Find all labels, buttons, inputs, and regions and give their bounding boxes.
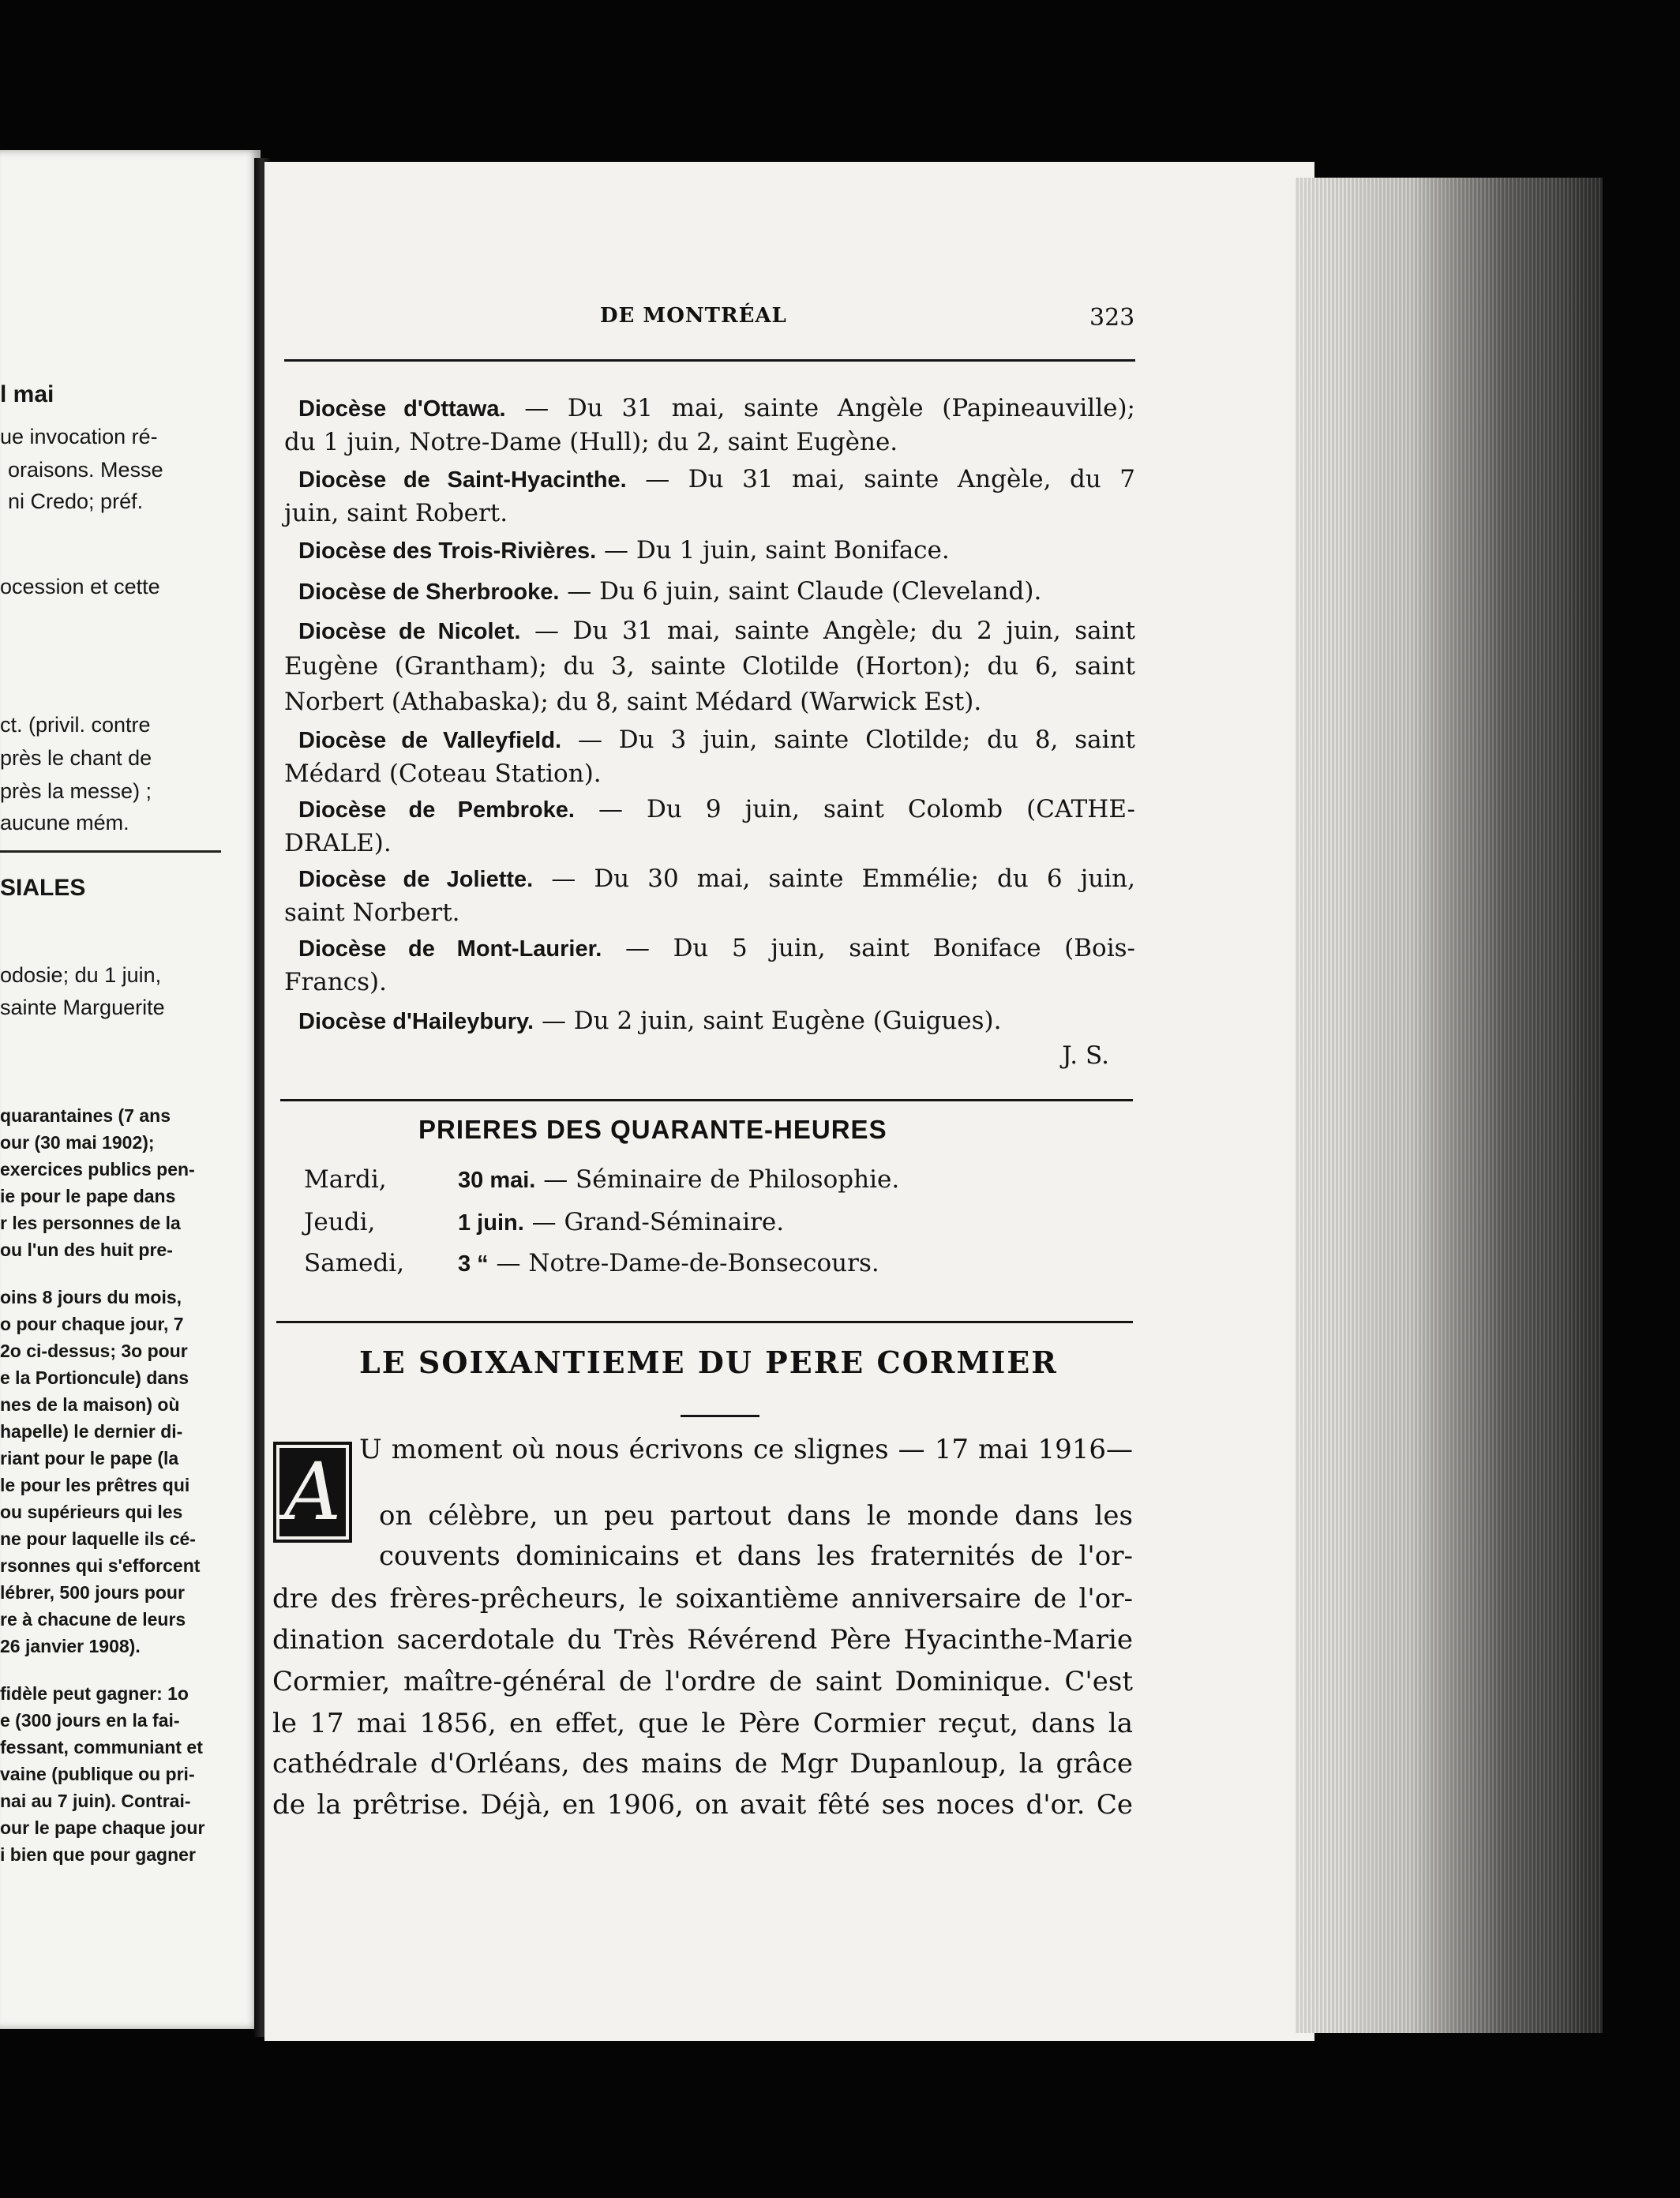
diocese-entry [298, 796, 1135, 823]
left-line: o pour chaque jour, 7 [0, 1314, 184, 1334]
diocese-cont: juin, saint Robert. [284, 499, 508, 527]
diocese-cont: Eugène (Grantham); du 3, sainte Clotilde (Horton); du 6, saint [284, 652, 1135, 681]
left-line: nes de la maison) où [0, 1394, 180, 1415]
diocese-name: Diocèse de Saint-Hyacinthe. [298, 467, 627, 493]
left-line: aucune mém. [0, 811, 129, 835]
diocese-name: Diocèse de Nicolet. [298, 619, 521, 644]
left-line: SIALES [0, 875, 86, 901]
left-line: vaine (publique ou pri- [0, 1764, 195, 1784]
qh-date-place [458, 1208, 784, 1236]
left-line: 2o ci-dessus; 3o pour [0, 1341, 188, 1361]
left-line: ou supérieurs qui les [0, 1502, 183, 1522]
left-line: our le pape chaque jour [0, 1817, 205, 1838]
diocese-cont: saint Norbert. [284, 898, 460, 927]
diocese-name: Diocèse d'Haileybury. [298, 1009, 534, 1034]
title-underline [681, 1415, 759, 1417]
diocese-cont: Médard (Coteau Station). [284, 760, 602, 788]
left-line: ue invocation ré- [0, 425, 158, 448]
diocese-entry [298, 466, 1135, 493]
qh-date: 3 “ [458, 1251, 489, 1277]
left-line: ni Credo; préf. [8, 489, 144, 513]
left-page [0, 150, 261, 2029]
article-line: on célèbre, un peu partout dans le monde dans les [379, 1500, 1133, 1532]
diocese-text: — Du 1 juin, saint Boniface. [596, 536, 950, 565]
left-line: nai au 7 juin). Contrai- [0, 1791, 191, 1811]
left-line: 26 janvier 1908). [0, 1636, 141, 1656]
article-line: de la prêtrise. Déjà, en 1906, on avait fêté ses noces d'or. Ce [272, 1789, 1133, 1821]
left-line: fessant, communiant et [0, 1737, 203, 1757]
diocese-entry [298, 865, 1135, 893]
left-line: ct. (privil. contre [0, 713, 151, 737]
diocese-name: Diocèse de Joliette. [298, 867, 534, 892]
diocese-entry [298, 537, 1135, 565]
article-title: LE SOIXANTIEME DU PERE CORMIER [359, 1345, 1058, 1380]
diocese-text: — Du 31 mai, sainte Angèle; du 2 juin, saint [520, 617, 1135, 645]
diocese-text: — Du 2 juin, saint Eugène (Guigues). [534, 1007, 1002, 1035]
diocese-text: — Du 30 mai, sainte Emmélie; du 6 juin, [533, 865, 1135, 893]
article-line: Cormier, maître-général de l'ordre de saint Dominique. C'est [272, 1666, 1133, 1697]
qh-date-place [458, 1165, 899, 1194]
left-line: quarantaines (7 ans [0, 1105, 171, 1126]
left-line: ne pour laquelle ils cé- [0, 1528, 196, 1549]
article-line: U moment où nous écrivons ce slignes — 17 mai 1916— [359, 1434, 1133, 1465]
left-rule [0, 850, 221, 853]
diocese-name: Diocèse des Trois-Rivières. [298, 538, 597, 564]
left-line: e la Portioncule) dans [0, 1367, 189, 1388]
running-header: DE MONTRÉAL [600, 304, 787, 328]
diocese-name: Diocèse de Pembroke. [298, 797, 575, 823]
article-line: le 17 mai 1856, en effet, que le Père Cormier reçut, dans la [272, 1708, 1133, 1739]
diocese-name: Diocèse de Valleyfield. [298, 728, 562, 753]
diocese-text: — Du 3 juin, sainte Clotilde; du 8, saint [561, 726, 1135, 754]
page-number: 323 [1089, 304, 1135, 332]
left-line: le pour les prêtres qui [0, 1475, 190, 1495]
diocese-cont: Norbert (Athabaska); du 8, saint Médard (Warwick Est). [284, 688, 982, 716]
left-line: hapelle) le dernier di- [0, 1421, 183, 1442]
diocese-text: — Du 6 juin, saint Claude (Cleveland). [559, 577, 1042, 606]
quarante-heures-title: PRIERES DES QUARANTE-HEURES [418, 1115, 887, 1144]
diocese-entry [298, 617, 1135, 645]
left-line: près la messe) ; [0, 779, 152, 803]
qh-place: — Séminaire de Philosophie. [535, 1165, 900, 1194]
left-line: rsonnes qui s'efforcent [0, 1555, 201, 1576]
left-line: fidèle peut gagner: 1o [0, 1683, 189, 1704]
diocese-entry [298, 578, 1135, 606]
left-line: riant pour le pape (la [0, 1448, 179, 1468]
diocese-name: Diocèse d'Ottawa. [298, 396, 506, 422]
qh-place: — Notre-Dame-de-Bonsecours. [488, 1249, 879, 1277]
signature: J. S. [1062, 1041, 1109, 1070]
diocese-text: — Du 5 juin, saint Boniface (Bois- [602, 934, 1135, 962]
diocese-entry [298, 395, 1135, 422]
diocese-name: Diocèse de Mont-Laurier. [298, 936, 602, 962]
page-edges [1295, 178, 1603, 2033]
diocese-text: — Du 9 juin, saint Colomb (CATHE- [574, 795, 1135, 823]
left-line: près le chant de [0, 746, 152, 770]
article-line: cathédrale d'Orléans, des mains de Mgr Dupanloup, la grâce [272, 1748, 1133, 1780]
qh-day: Samedi, [304, 1249, 405, 1277]
qh-day: Mardi, [304, 1165, 387, 1194]
qh-day: Jeudi, [304, 1208, 376, 1236]
diocese-text: — Du 31 mai, sainte Angèle, du 7 [626, 465, 1135, 493]
left-line: e (300 jours en la fai- [0, 1710, 180, 1731]
left-line: odosie; du 1 juin, [0, 963, 162, 987]
diocese-name: Diocèse de Sherbrooke. [298, 580, 560, 605]
left-line: oraisons. Messe [8, 458, 163, 482]
left-line: exercices publics pen- [0, 1159, 195, 1180]
left-line: r les personnes de la [0, 1213, 181, 1233]
article-line: couvents dominicains et dans les fraternités de l'or- [379, 1540, 1133, 1572]
article-line: dre des frères-prêcheurs, le soixantième anniversaire de l'or- [272, 1583, 1133, 1615]
left-line: lébrer, 500 jours pour [0, 1582, 185, 1603]
left-line: i bien que pour gagner [0, 1844, 196, 1865]
qh-date-place [458, 1249, 879, 1277]
left-line: ou l'un des huit pre- [0, 1240, 173, 1260]
left-line: our (30 mai 1902); [0, 1132, 155, 1153]
left-line: re à chacune de leurs [0, 1609, 186, 1630]
diocese-entry [298, 1007, 1135, 1035]
left-line: sainte Marguerite [0, 996, 165, 1019]
article-line: dination sacerdotale du Très Révérend Père Hyacinthe-Marie [272, 1624, 1133, 1656]
left-line: oins 8 jours du mois, [0, 1287, 182, 1307]
left-line: l mai [0, 381, 54, 407]
left-line: ie pour le pape dans [0, 1186, 176, 1206]
header-rule [284, 359, 1135, 362]
left-line: ocession et cette [0, 575, 160, 598]
diocese-cont: Francs). [284, 968, 387, 996]
diocese-cont: DRALE). [284, 829, 392, 857]
qh-date: 30 mai. [458, 1168, 536, 1193]
qh-date: 1 juin. [458, 1210, 524, 1236]
drop-cap: A [273, 1442, 352, 1543]
qh-place: — Grand-Séminaire. [523, 1208, 785, 1236]
section-rule [280, 1099, 1133, 1101]
diocese-entry [298, 935, 1135, 962]
section-rule [276, 1321, 1133, 1323]
diocese-entry [298, 726, 1135, 754]
diocese-cont: du 1 juin, Notre-Dame (Hull); du 2, saint Eugène. [284, 428, 898, 456]
diocese-text: — Du 31 mai, sainte Angèle (Papineauville); [505, 394, 1135, 422]
